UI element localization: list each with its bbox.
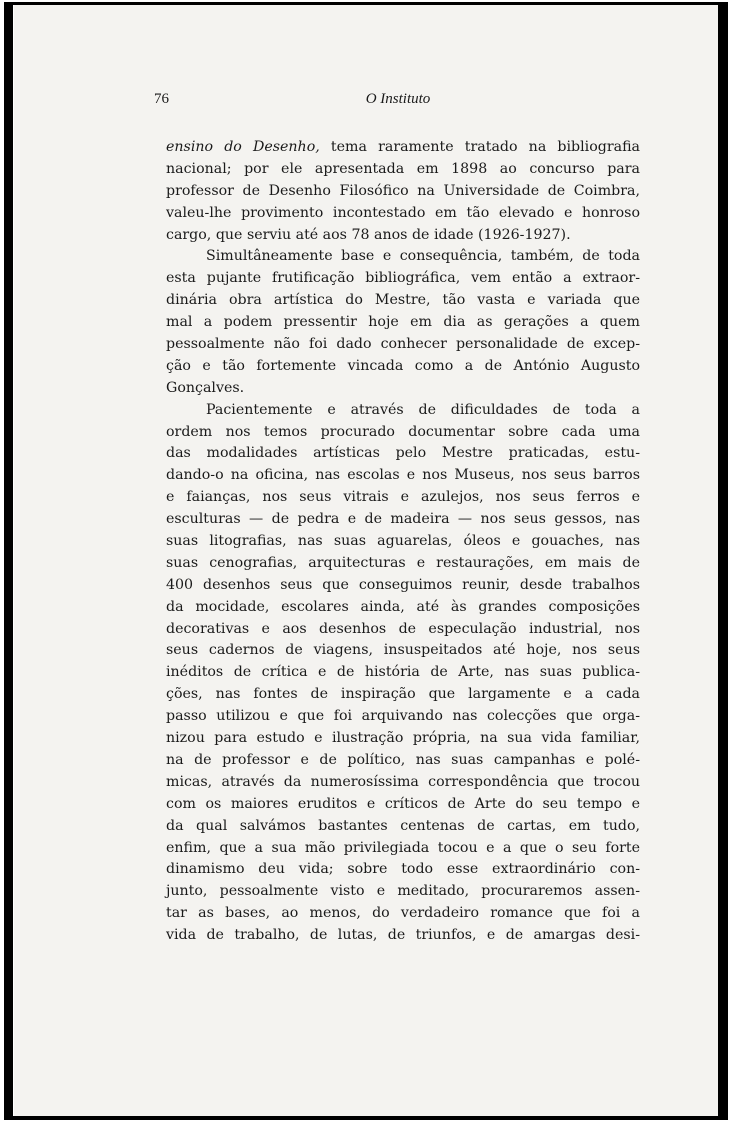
text-line: vida de trabalho, de lutas, de triunfos, e de amargas desi- bbox=[166, 927, 640, 944]
text-line: ções, nas fontes de inspiração que largamente e a cada bbox=[166, 686, 640, 703]
text-line: com os maiores eruditos e críticos de Arte do seu tempo e bbox=[166, 795, 640, 812]
text-line: professor de Desenho Filosófico na Universidade de Coimbra, bbox=[166, 182, 640, 199]
text-line: pessoalmente não foi dado conhecer personalidade de excep- bbox=[166, 336, 640, 353]
text-line: micas, através da numerosíssima correspondência que trocou bbox=[166, 773, 640, 790]
text-line: esta pujante frutificação bibliográfica, vem então a extraor- bbox=[166, 270, 640, 287]
text-line: 400 desenhos seus que conseguimos reunir, desde trabalhos bbox=[166, 576, 640, 593]
text-line: da mocidade, escolares ainda, até às grandes composições bbox=[166, 598, 640, 615]
text-line: mal a podem pressentir hoje em dia as gerações a quem bbox=[166, 314, 640, 331]
text-line: ordem nos temos procurado documentar sobre cada uma bbox=[166, 423, 640, 440]
body-text bbox=[166, 137, 640, 947]
text-line: Gonçalves. bbox=[166, 379, 245, 396]
text-line: das modalidades artísticas pelo Mestre praticadas, estu- bbox=[166, 445, 640, 462]
text-line: na de professor e de político, nas suas campanhas e polé- bbox=[166, 751, 640, 768]
text-line: cargo, que serviu até aos 78 anos de idade (1926-1927). bbox=[166, 226, 571, 243]
text-line: Pacientemente e através de dificuldades de toda a bbox=[206, 401, 640, 418]
text-line: suas cenografias, arquitecturas e restaurações, em mais de bbox=[166, 554, 640, 571]
text-line: suas litografias, nas suas aguarelas, óleos e gouaches, nas bbox=[166, 533, 640, 550]
text-line: passo utilizou e que foi arquivando nas colecções que orga- bbox=[166, 708, 640, 725]
running-title: O Instituto bbox=[365, 91, 431, 107]
italic-phrase: ensino do Desenho, bbox=[166, 139, 320, 155]
text-line: da qual salvámos bastantes centenas de cartas, em tudo, bbox=[166, 817, 640, 834]
text-line: valeu-lhe provimento incontestado em tão elevado e honroso bbox=[166, 204, 640, 221]
text-line: ensino do Desenho, tema raramente tratado na bibliografia bbox=[166, 139, 640, 155]
paragraph-2 bbox=[166, 246, 640, 399]
text-line: nizou para estudo e ilustração própria, na sua vida familiar, bbox=[166, 730, 640, 747]
text-line: junto, pessoalmente visto e meditado, procuraremos assen- bbox=[166, 883, 640, 900]
text-line: decorativas e aos desenhos de especulação industrial, nos bbox=[166, 620, 640, 637]
text-line: tar as bases, ao menos, do verdadeiro romance que foi a bbox=[166, 905, 640, 922]
text-line: ção e tão fortemente vincada como a de António Augusto bbox=[166, 357, 640, 374]
text-line: inéditos de crítica e de história de Arte, nas suas publica- bbox=[166, 664, 640, 681]
text-line: Simultâneamente base e consequência, também, de toda bbox=[206, 248, 640, 265]
text-line: seus cadernos de viagens, insuspeitados até hoje, nos seus bbox=[166, 642, 640, 659]
text-line: esculturas — de pedra e de madeira — nos seus gessos, nas bbox=[166, 511, 640, 528]
text-line: nacional; por ele apresentada em 1898 ao concurso para bbox=[166, 160, 640, 177]
text-line: enfim, que a sua mão privilegiada tocou e a que o seu forte bbox=[166, 839, 640, 856]
text-line: e faianças, nos seus vitrais e azulejos, nos seus ferros e bbox=[166, 489, 640, 506]
text-line: dinária obra artística do Mestre, tão vasta e variada que bbox=[166, 292, 640, 309]
paragraph-1 bbox=[166, 137, 640, 246]
page-header bbox=[154, 91, 642, 111]
paragraph-3 bbox=[166, 400, 640, 947]
page-number: 76 bbox=[154, 91, 169, 107]
text-line: dinamismo deu vida; sobre todo esse extraordinário con- bbox=[166, 861, 640, 878]
text-line: dando-o na oficina, nas escolas e nos Museus, nos seus barros bbox=[166, 467, 640, 484]
